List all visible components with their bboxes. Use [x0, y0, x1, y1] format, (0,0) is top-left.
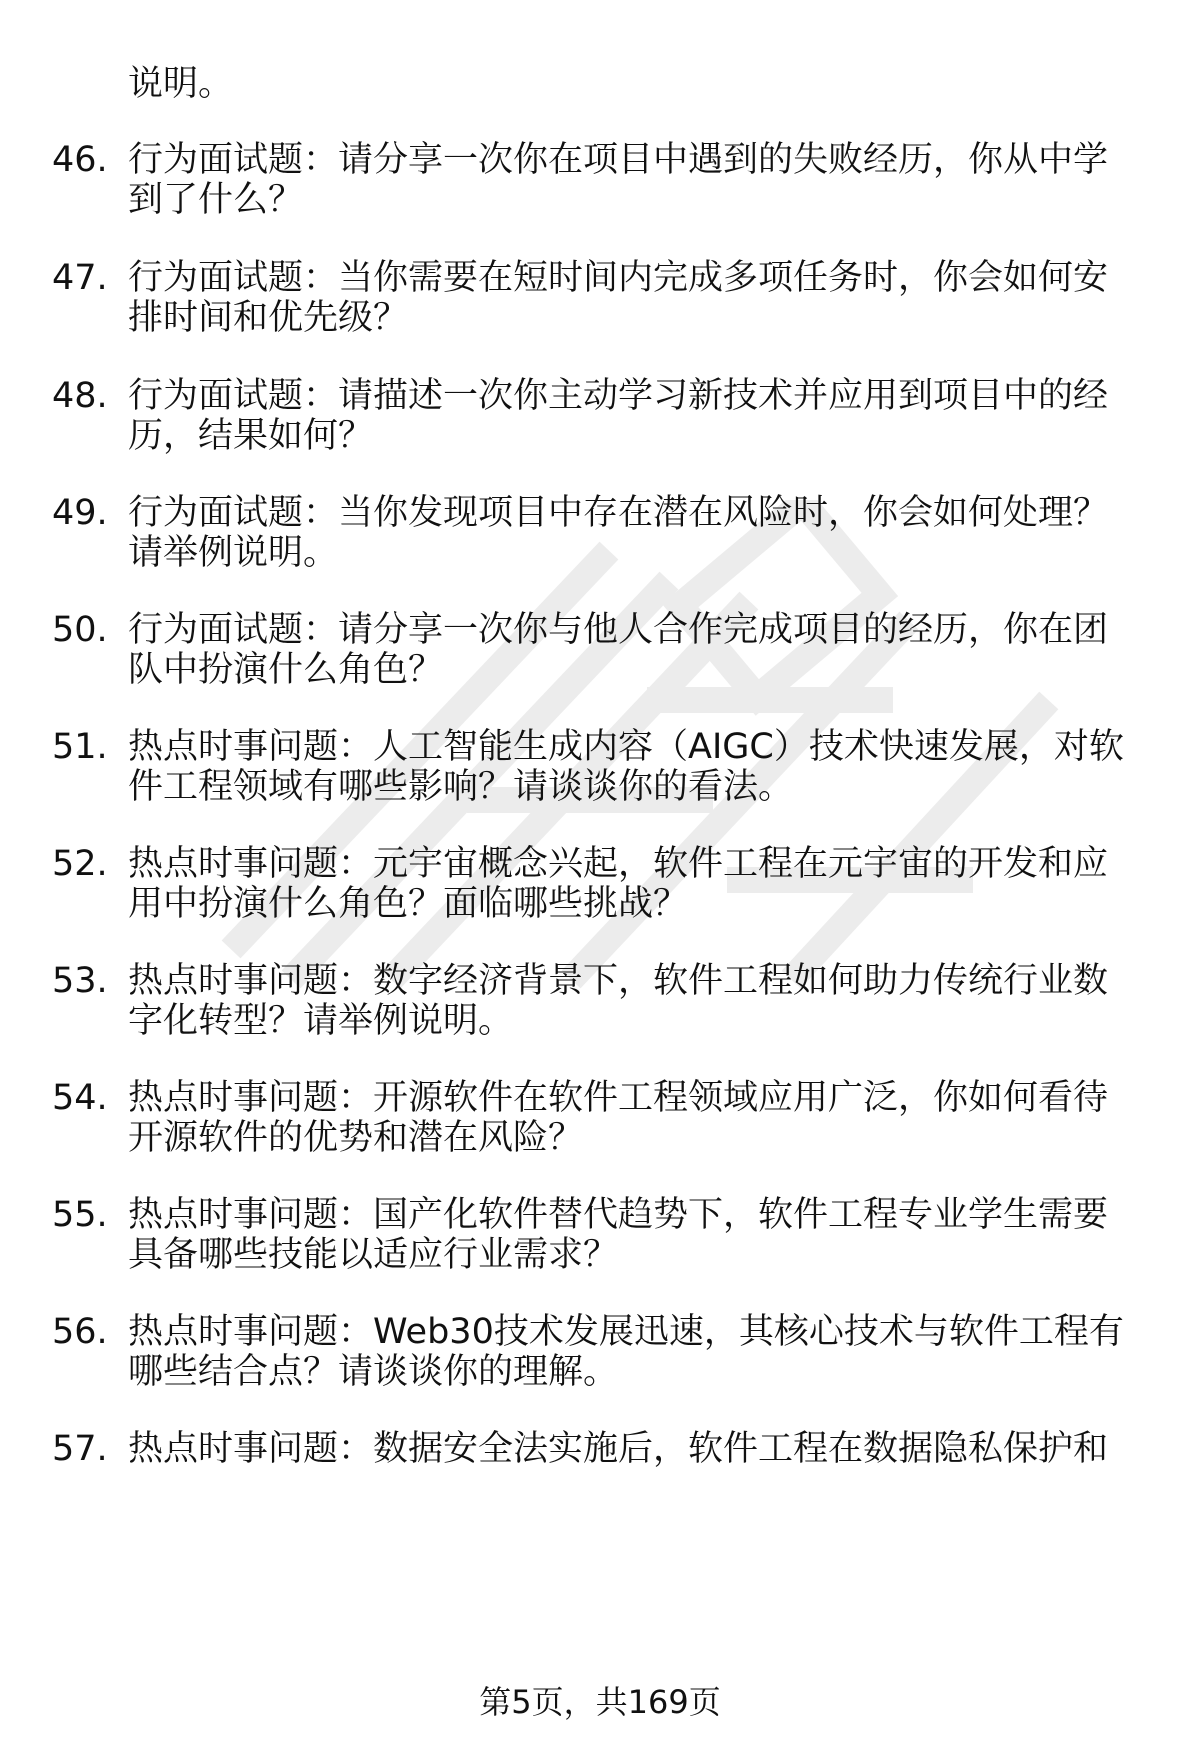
question-number: 50.	[52, 610, 108, 650]
question-number: 52.	[52, 844, 108, 884]
continuation-text: 说明。	[128, 64, 234, 104]
question-text-line1: 热点时事问题：元宇宙概念兴起，软件工程在元宇宙的开发和应	[128, 844, 1109, 884]
question-number: 51.	[52, 727, 108, 767]
question-number: 47.	[52, 258, 108, 298]
question-text-line1: 热点时事问题：Web30技术发展迅速，其核心技术与软件工程有	[128, 1312, 1124, 1352]
question-text-line1: 热点时事问题：国产化软件替代趋势下，软件工程专业学生需要	[128, 1195, 1109, 1235]
question-text-line1: 行为面试题：请分享一次你与他人合作完成项目的经历，你在团	[128, 610, 1109, 650]
question-number: 57.	[52, 1429, 108, 1469]
question-text-line2: 队中扮演什么角色？	[128, 650, 444, 690]
question-number: 46.	[52, 140, 108, 180]
question-text-line1: 热点时事问题：人工智能生成内容（AIGC）技术快速发展，对软	[128, 727, 1124, 767]
question-text-line1: 行为面试题：当你需要在短时间内完成多项任务时，你会如何安	[128, 258, 1109, 298]
question-text-line2: 用中扮演什么角色？面临哪些挑战？	[128, 884, 689, 924]
question-number: 55.	[52, 1195, 108, 1235]
question-number: 49.	[52, 493, 108, 533]
question-text-line2: 具备哪些技能以适应行业需求？	[128, 1235, 619, 1275]
question-number: 56.	[52, 1312, 108, 1352]
question-text-line2: 到了什么？	[128, 180, 304, 220]
question-text-line1: 热点时事问题：数据安全法实施后，软件工程在数据隐私保护和	[128, 1429, 1109, 1469]
question-number: 53.	[52, 961, 108, 1001]
question-number: 54.	[52, 1078, 108, 1118]
question-text-line1: 行为面试题：当你发现项目中存在潜在风险时，你会如何处理？	[128, 493, 1109, 533]
question-text-line1: 行为面试题：请分享一次你在项目中遇到的失败经历，你从中学	[128, 140, 1109, 180]
question-text-line2: 开源软件的优势和潜在风险？	[128, 1118, 584, 1158]
question-number: 48.	[52, 376, 108, 416]
question-text-line2: 历，结果如何？	[128, 416, 374, 456]
question-text-line1: 热点时事问题：数字经济背景下，软件工程如何助力传统行业数	[128, 961, 1109, 1001]
page-footer: 第5页，共169页	[479, 1683, 721, 1721]
question-text-line1: 行为面试题：请描述一次你主动学习新技术并应用到项目中的经	[128, 376, 1109, 416]
question-text-line2: 排时间和优先级？	[128, 298, 409, 338]
question-text-line1: 热点时事问题：开源软件在软件工程领域应用广泛，你如何看待	[128, 1078, 1109, 1118]
question-text-line2: 哪些结合点？请谈谈你的理解。	[128, 1352, 619, 1392]
question-text-line2: 件工程领域有哪些影响？请谈谈你的看法。	[128, 767, 794, 807]
question-text-line2: 字化转型？请举例说明。	[128, 1001, 514, 1041]
question-text-line2: 请举例说明。	[128, 533, 339, 573]
